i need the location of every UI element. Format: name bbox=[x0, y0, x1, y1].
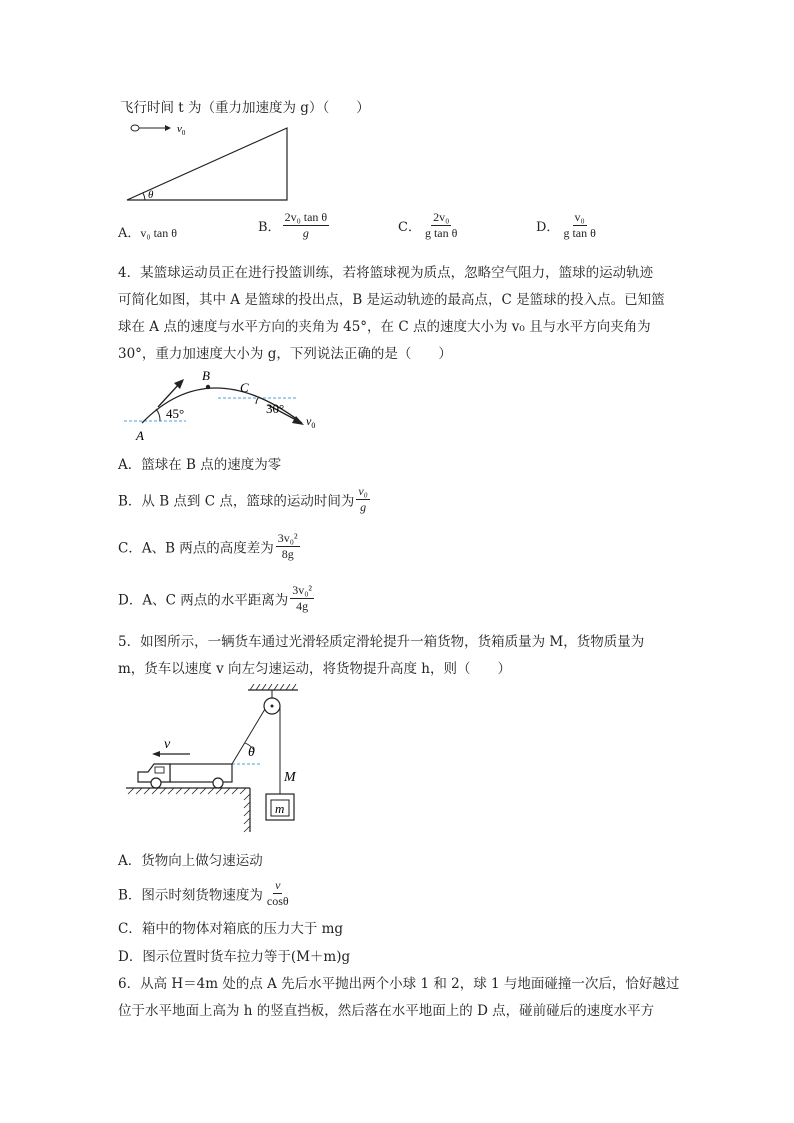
q4-line-2: 可简化如图，其中 A 是篮球的投出点，B 是运动轨迹的最高点，C 是篮球的投入点。已知篮 bbox=[118, 292, 665, 308]
q4-option-d[interactable]: D．A、C 两点的水平距离为 $\frac{\text{3v₀²}}{4g}$ bbox=[118, 583, 312, 613]
angle-45-label: 45° bbox=[166, 406, 185, 421]
angle-30-label: 30° bbox=[266, 401, 285, 416]
q4-option-b[interactable]: B．从 B 点到 C 点，篮球的运动时间为 $\frac{\text{v₀}}{g}$ bbox=[118, 484, 368, 514]
v-label: v bbox=[164, 737, 171, 752]
q6-line-1: 6．从高 H＝4m 处的点 A 先后水平抛出两个小球 1 和 2，球 1 与地面碰撞一次后，恰好越过 bbox=[118, 976, 680, 992]
q4-line-3: 球在 A 点的速度与水平方向的夹角为 45°，在 C 点的速度大小为 v₀ 且与水平方向夹角为 bbox=[118, 319, 651, 335]
q4-line-1: 4．某篮球运动员正在进行投篮训练，若将篮球视为质点，忽略空气阻力，篮球的运动轨迹 bbox=[118, 265, 654, 281]
truck-body bbox=[170, 764, 232, 782]
velocity-arrow-icon bbox=[152, 751, 160, 757]
label-a: A bbox=[136, 428, 144, 443]
ball-icon bbox=[131, 125, 139, 131]
q3-stem-tail: 飞行时间 t 为（重力加速度为 g）（ ） bbox=[120, 100, 370, 116]
q4-trajectory-figure bbox=[118, 365, 338, 445]
q3-option-d[interactable]: D． $\frac{\text{v₀}}{\text{g tan θ}}$ bbox=[536, 210, 596, 240]
label-c: C bbox=[240, 380, 249, 395]
q5-line-1: 5．如图所示，一辆货车通过光滑轻质定滑轮提升一箱货物，货箱质量为 M，货物质量为 bbox=[118, 634, 645, 650]
q5-option-d[interactable]: D．图示位置时货车拉力等于(M＋m)g bbox=[118, 949, 351, 965]
point-b bbox=[206, 385, 210, 389]
q4-line-4: 30°，重力加速度大小为 g，下列说法正确的是（ ） bbox=[118, 346, 452, 362]
theta-label: θ bbox=[248, 745, 255, 760]
v0-label: $v_0$ bbox=[306, 414, 316, 430]
q5-option-a[interactable]: A．货物向上做匀速运动 bbox=[118, 853, 263, 869]
q5-option-c[interactable]: C．箱中的物体对箱底的压力大于 mg bbox=[118, 921, 344, 937]
q3-option-c[interactable]: C． $\frac{\text{2v₀}}{\text{g tan θ}}$ bbox=[398, 210, 458, 240]
q6-line-2: 位于水平地面上高为 h 的竖直挡板，然后落在水平地面上的 D 点，碰前碰后的速度水平方 bbox=[118, 1003, 655, 1019]
q5-line-2: m，货车以速度 v 向左匀速运动，将货物提升高度 h，则（ ） bbox=[118, 661, 511, 677]
q4-option-a[interactable]: A．篮球在 B 点的速度为零 bbox=[118, 457, 282, 473]
q4-option-c[interactable]: C．A、B 两点的高度差为 $\frac{\text{3v₀²}}{8g}$ bbox=[118, 531, 298, 561]
v0-label: $v_0$ bbox=[177, 123, 186, 137]
q5-option-b[interactable]: B．图示时刻货物速度为 $\frac{v}{\cos\theta}$ bbox=[118, 878, 289, 908]
theta-label: θ bbox=[148, 189, 154, 201]
q3-option-a[interactable]: A．v₀ tan θ bbox=[118, 226, 177, 241]
m-label: m bbox=[275, 801, 285, 816]
q5-truck-pulley-figure bbox=[122, 684, 312, 834]
label-b: B bbox=[202, 368, 210, 383]
q3-option-b[interactable]: B． $\frac{\text{2v₀ tan θ}}{g}$ bbox=[258, 210, 328, 240]
M-label: M bbox=[284, 770, 296, 785]
q3-incline-figure bbox=[115, 118, 315, 204]
